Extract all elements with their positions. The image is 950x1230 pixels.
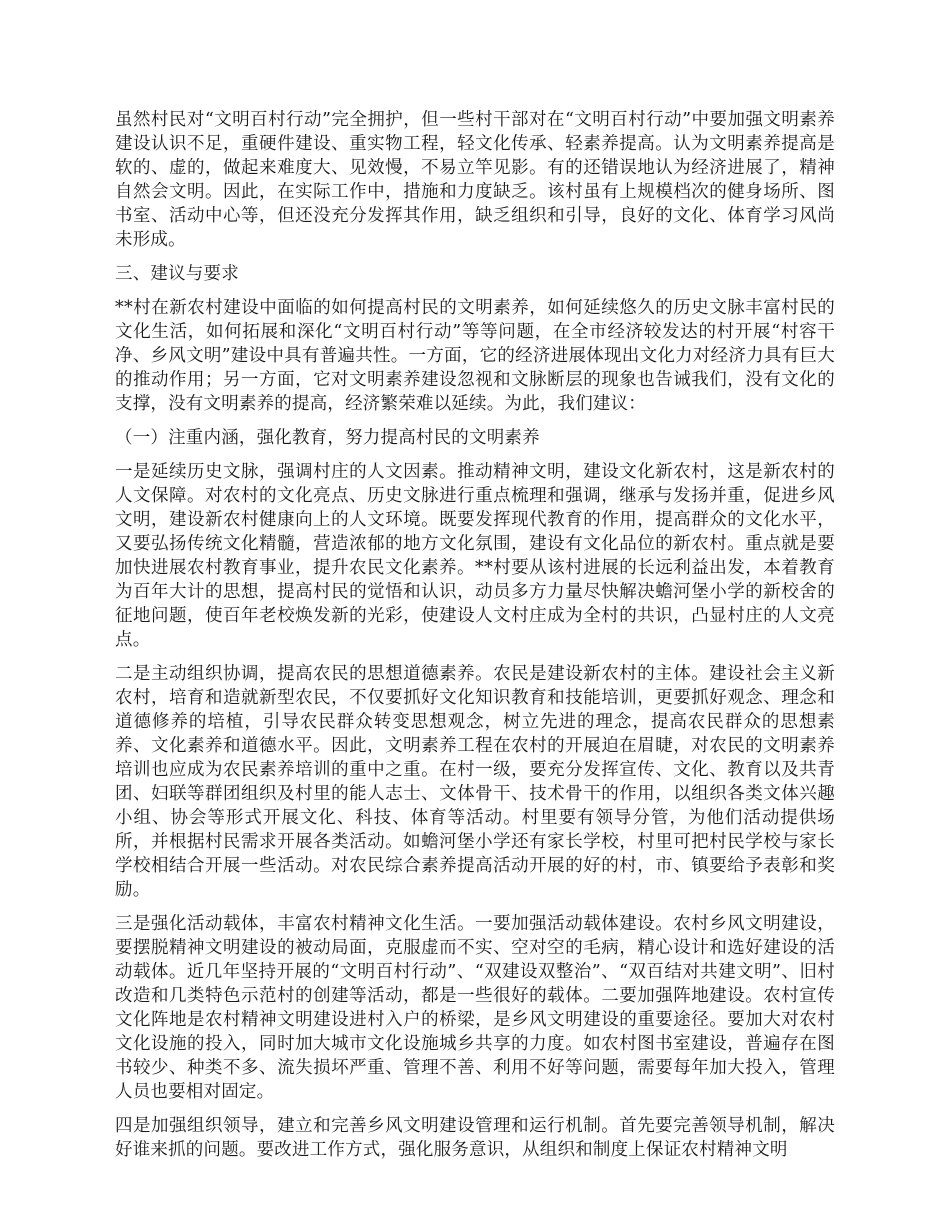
paragraph-intro: **村在新农村建设中面临的如何提高村民的文明素养，如何延续悠久的历史文脉丰富村民的文化生活，如何拓展和深化“文明百村行动”等等问题，在全市经济较发达的村开展“村容干净、乡风文明”建设中具有普遍共性。一方面，它的经济进展体现出文化力对经济力具有巨大的推动作用；另一方面，它对文明素养建设忽视和文脉断层的现象也告诫我们，没有文化的支撑，没有文明素养的提高，经济繁荣难以延续。为此，我们建议： <box>115 298 835 414</box>
section-heading-suggestions: 三、建议与要求 <box>115 264 239 284</box>
document-page <box>115 108 835 1172</box>
paragraph-opening: 虽然村民对“文明百村行动”完全拥护，但一些村干部对在“文明百村行动”中要加强文明素养建设认识不足，重硬件建设、重实物工程，轻文化传承、轻素养提高。认为文明素养提高是软的、虚的，做起来难度大、见效慢，不易立竿见影。有的还错误地认为经济进展了，精神自然会文明。因此，在实际工作中，措施和力度缺乏。该村虽有上规模档次的健身场所、图书室、活动中心等，但还没充分发挥其作用，缺乏组织和引导，良好的文化、体育学习风尚未形成。 <box>115 110 835 250</box>
paragraph-point-1: 一是延续历史文脉，强调村庄的人文因素。推动精神文明，建设文化新农村，这是新农村的人文保障。对农村的文化亮点、历史文脉进行重点梳理和强调，继承与发扬并重，促进乡风文明，建设新农村健康向上的人文环境。既要发挥现代教育的作用，提高群众的文化水平，又要弘扬传统文化精髓，营造浓郁的地方文化氛围，建设有文化品位的新农村。重点就是要加快进展农村教育事业，提升农民文化素养。**村要从该村进展的长远利益出发，本着教育为百年大计的思想，提高村民的觉悟和认识，动员多方力量尽快解决蟾河堡小学的新校舍的征地问题，使百年老校焕发新的光彩，使建设人文村庄成为全村的共识，凸显村庄的人文亮点。 <box>115 462 835 650</box>
paragraph-point-2: 二是主动组织协调，提高农民的思想道德素养。农民是建设新农村的主体。建设社会主义新农村，培育和造就新型农民，不仅要抓好文化知识教育和技能培训，更要抓好观念、理念和道德修养的培植，引导农民群众转变思想观念，树立先进的理念，提高农民群众的思想素养、文化素养和道德水平。因此，文明素养工程在农村的开展迫在眉睫，对农民的文明素养培训也应成为农民素养培训的重中之重。在村一级，要充分发挥宣传、文化、教育以及共青团、妇联等群团组织及村里的能人志士、文体骨干、技术骨干的作用，以组织各类文体兴趣小组、协会等形式开展文化、科技、体育等活动。村里要有领导分管，为他们活动提供场所，并根据村民需求开展各类活动。如蟾河堡小学还有家长学校，村里可把村民学校与家长学校相结合开展一些活动。对农民综合素养提高活动开展的好的村，市、镇要给予表彰和奖励。 <box>115 664 835 900</box>
paragraph-point-4: 四是加强组织领导，建立和完善乡风文明建设管理和运行机制。首先要完善领导机制，解决好谁来抓的问题。要改进工作方式，强化服务意识，从组织和制度上保证农村精神文明 <box>115 1116 835 1160</box>
subsection-heading-1: （一）注重内涵，强化教育，努力提高村民的文明素养 <box>115 428 540 448</box>
paragraph-point-3: 三是强化活动载体，丰富农村精神文化生活。一要加强活动载体建设。农村乡风文明建设，要摆脱精神文明建设的被动局面，克服虚而不实、空对空的毛病，精心设计和选好建设的活动载体。近几年坚持开展的“文明百村行动”、“双建设双整治”、“双百结对共建文明”、旧村改造和几类特色示范村的创建等活动，都是一些很好的载体。二要加强阵地建设。农村宣传文化阵地是农村精神文明建设进村入户的桥梁，是乡风文明建设的重要途径。要加大对农村文化设施的投入，同时加大城市文化设施城乡共享的力度。如农村图书室建设，普遍存在图书较少、种类不多、流失损坏严重、管理不善、利用不好等问题，需要每年加大投入，管理人员也要相对固定。 <box>115 914 835 1102</box>
